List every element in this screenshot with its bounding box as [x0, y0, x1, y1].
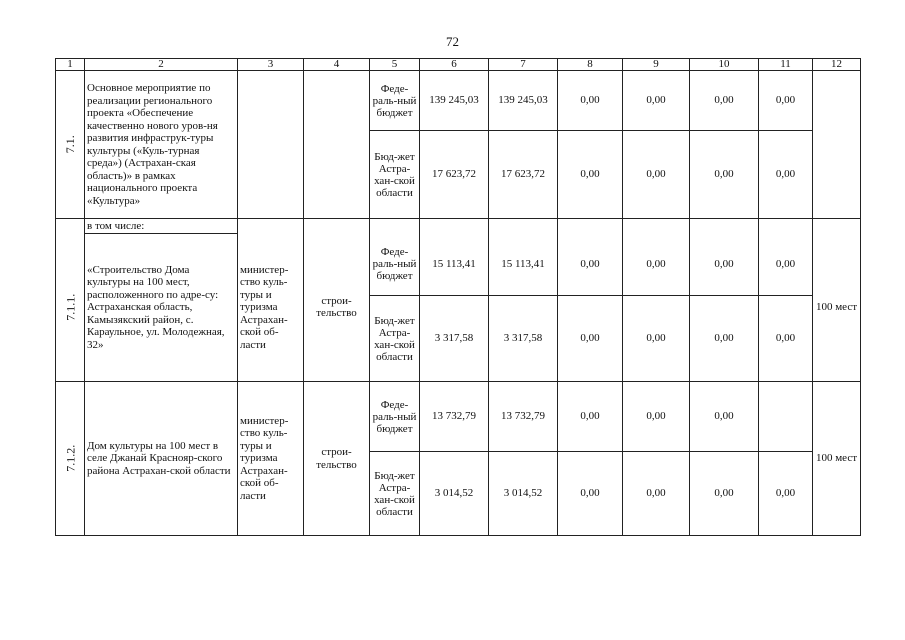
- value-cell: 139 245,03: [420, 71, 489, 131]
- value-cell: 0,00: [759, 71, 813, 131]
- table-row: [56, 382, 861, 452]
- fund-source: Феде-раль-ный бюджет: [370, 382, 420, 452]
- result-cell: [813, 71, 861, 219]
- value-cell: 0,00: [623, 296, 690, 382]
- header-row: [56, 59, 861, 71]
- value-cell: [759, 382, 813, 452]
- col-header: 4: [304, 59, 370, 71]
- result-cell: 100 мест: [813, 382, 861, 536]
- col-header: 7: [489, 59, 558, 71]
- type-cell: строи-тельство: [304, 382, 370, 536]
- value-cell: 0,00: [690, 234, 759, 296]
- type-cell: строи-тельство: [304, 234, 370, 382]
- fund-source: Феде-раль-ный бюджет: [370, 71, 420, 131]
- table-row: [56, 71, 861, 131]
- program-table: [55, 58, 861, 536]
- row-number: 7.1.: [56, 71, 85, 219]
- table-row: [56, 234, 861, 296]
- value-cell: 0,00: [558, 452, 623, 536]
- value-cell: 0,00: [759, 131, 813, 219]
- value-cell: 0,00: [558, 296, 623, 382]
- value-cell: 17 623,72: [489, 131, 558, 219]
- value-cell: 3 014,52: [489, 452, 558, 536]
- executor-cell: министер-ство куль-туры и туризма Астрахан-ской об-ласти: [238, 382, 304, 536]
- value-cell: 0,00: [690, 296, 759, 382]
- col-header: 11: [759, 59, 813, 71]
- col-header: 12: [813, 59, 861, 71]
- value-cell: 0,00: [759, 296, 813, 382]
- col-header: 9: [623, 59, 690, 71]
- col-header: 5: [370, 59, 420, 71]
- executor-cell: [238, 71, 304, 219]
- result-cell: 100 мест: [813, 234, 861, 382]
- value-cell: 0,00: [558, 382, 623, 452]
- value-cell: 13 732,79: [489, 382, 558, 452]
- executor-cell: министер-ство куль-туры и туризма Астрахан-ской об-ласти: [238, 234, 304, 382]
- value-cell: 0,00: [558, 234, 623, 296]
- col-header: 2: [85, 59, 238, 71]
- value-cell: 3 317,58: [489, 296, 558, 382]
- col-header: 10: [690, 59, 759, 71]
- value-cell: 0,00: [690, 382, 759, 452]
- fund-source: Бюд-жет Астра-хан-ской области: [370, 296, 420, 382]
- fund-source: Бюд-жет Астра-хан-ской области: [370, 131, 420, 219]
- value-cell: 3 317,58: [420, 296, 489, 382]
- row-number: 7.1.1.: [56, 234, 85, 382]
- value-cell: 0,00: [623, 131, 690, 219]
- value-cell: 3 014,52: [420, 452, 489, 536]
- value-cell: 0,00: [623, 71, 690, 131]
- type-cell: [304, 71, 370, 219]
- fund-source: Бюд-жет Астра-хан-ской области: [370, 452, 420, 536]
- value-cell: 0,00: [623, 452, 690, 536]
- value-cell: 0,00: [690, 452, 759, 536]
- value-cell: 13 732,79: [420, 382, 489, 452]
- value-cell: 0,00: [558, 131, 623, 219]
- value-cell: 17 623,72: [420, 131, 489, 219]
- col-header: 1: [56, 59, 85, 71]
- col-header: 8: [558, 59, 623, 71]
- value-cell: 0,00: [623, 234, 690, 296]
- subheader-row: [56, 219, 861, 234]
- value-cell: 139 245,03: [489, 71, 558, 131]
- col-header: 3: [238, 59, 304, 71]
- value-cell: 15 113,41: [420, 234, 489, 296]
- including-label: в том числе:: [85, 219, 238, 234]
- value-cell: 0,00: [623, 382, 690, 452]
- value-cell: 0,00: [759, 452, 813, 536]
- value-cell: 0,00: [690, 131, 759, 219]
- measure-name: «Строительство Дома культуры на 100 мест, расположенного по адре-су: Астраханская область, Камызякский район, с. Караульное, ул. Молодежная, 32»: [85, 234, 238, 382]
- measure-name: Основное мероприятие по реализации регионального проекта «Обеспечение качественно нового уров-ня развития инфраструк-туры культуры («Куль-турная среда») (Астрахан-ская область)» в рамках национального проекта «Культура»: [85, 71, 238, 219]
- value-cell: 15 113,41: [489, 234, 558, 296]
- value-cell: 0,00: [558, 71, 623, 131]
- col-header: 6: [420, 59, 489, 71]
- value-cell: 0,00: [759, 234, 813, 296]
- measure-name: Дом культуры на 100 мест в селе Джанай Краснояр-ского района Астрахан-ской области: [85, 382, 238, 536]
- row-number: 7.1.2.: [56, 382, 85, 536]
- page-number: 72: [446, 34, 459, 49]
- fund-source: Феде-раль-ный бюджет: [370, 234, 420, 296]
- value-cell: 0,00: [690, 71, 759, 131]
